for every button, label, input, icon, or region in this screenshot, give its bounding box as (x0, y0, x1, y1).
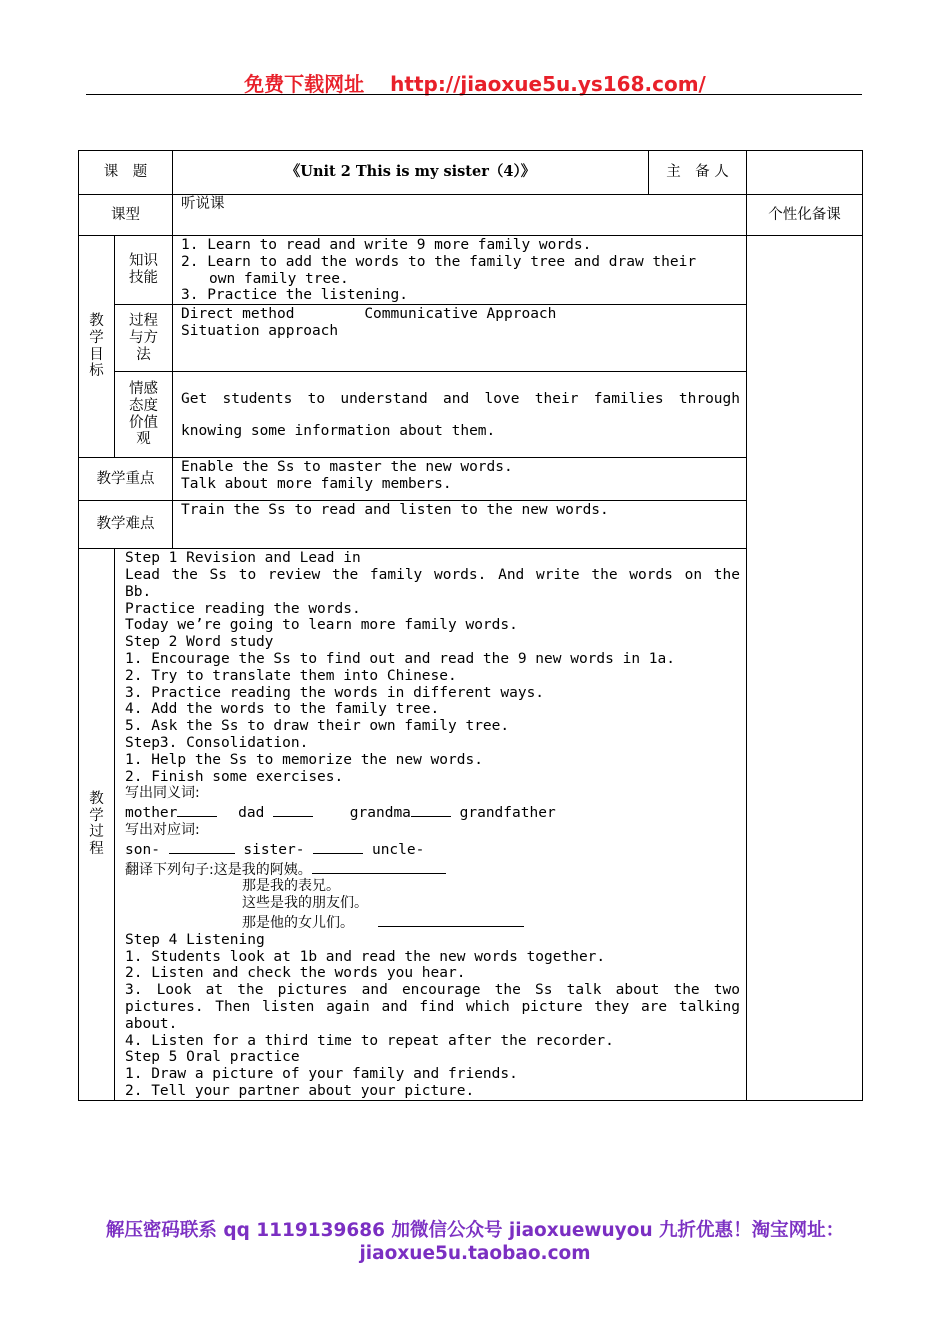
emotion-label: 情感态度价值观 (115, 372, 173, 458)
topic-title: 《Unit 2 This is my sister（4）》 (173, 151, 649, 195)
procedure-label: 教 学 过 程 (79, 549, 115, 1101)
header-divider (86, 94, 862, 95)
translate-exercise: 翻译下列句子:这是我的阿姨。 那是我的表兄。 这些是我的朋友们。 那是他的女儿们。 (125, 859, 740, 932)
process-items: Direct method Communicative Approach Situation approach (173, 305, 747, 372)
objectives-label: 教 学 目 标 (79, 236, 115, 458)
knowledge-items: 1. Learn to read and write 9 more family words. 2. Learn to add the words to the family tree and draw their own family tree. 3. Practice the listening. (173, 236, 747, 305)
header-label: 免费下载网址 (244, 72, 365, 96)
emotion-items: Get students to understand and love their families through knowing some information about them. (173, 372, 747, 458)
answer-blank[interactable] (312, 859, 446, 874)
personal-prep-label: 个性化备课 (747, 195, 863, 236)
contact-footer (0, 1219, 950, 1265)
difficulty-items: Train the Ss to read and listen to the new words. (173, 501, 747, 549)
download-header (0, 68, 950, 97)
counterpart-exercise: son- sister- uncle- (125, 839, 740, 859)
key-points-items: Enable the Ss to master the new words. Talk about more family members. (173, 458, 747, 501)
header-url-link[interactable]: http://jiaoxue5u.ys168.com/ (390, 72, 706, 96)
procedure-content: Step 1 Revision and Lead in Lead the Ss to review the family words. And write the words on the Bb. Practice reading the words. Today we’re going to learn more family words. Step 2 Word study 1. Encourage the Ss to find out and read the 9 new words in 1a. 2. Try to translate them into Chinese. 3. Practice reading the words in different ways. 4. Add the words to the family tree. 5. Ask the Ss to draw their own family tree. Step3. Consolidation. 1. Help the Ss to memorize the new words. 2. Finish some exercises. 写出同义词: mother dad grandma grandfather 写出对应词: son- sister- uncle- 翻译下列句子:这是我的阿姨。 那是我的表兄。 这些是我的朋友们。 那是他的女儿们。 Step 4 Listening 1. Students look at 1b and read the new words together. 2. Listen and check the words you hear. 3. Look at the pictures and encourage the Ss talk about the two pictures. Then listen again and find which picture they are talking about. 4. Listen for a third time to repeat after the recorder. Step 5 Oral practice 1. Draw a picture of your family and friends. 2. Tell your partner about your picture. (115, 549, 747, 1101)
lesson-type-value: 听说课 (173, 195, 747, 236)
preparer-label: 主 备 人 (649, 151, 747, 195)
answer-blank[interactable] (378, 912, 524, 927)
knowledge-label: 知识技能 (115, 236, 173, 305)
answer-blank[interactable] (411, 802, 451, 817)
lesson-plan-table (78, 150, 863, 1101)
preparer-value (747, 151, 863, 195)
footer-shop-link[interactable]: jiaoxue5u.taobao.com (359, 1243, 591, 1264)
difficulty-label: 教学难点 (79, 501, 173, 549)
answer-blank[interactable] (313, 839, 363, 854)
footer-line-1: 解压密码联系 qq 1119139686 加微信公众号 jiaoxuewuyou 九折优惠！淘宝网址： (105, 1220, 845, 1241)
lesson-type-label: 课型 (79, 195, 173, 236)
process-label: 过程与方法 (115, 305, 173, 372)
answer-blank[interactable] (169, 839, 235, 854)
topic-label: 课 题 (79, 151, 173, 195)
personal-prep-area (747, 236, 863, 1101)
answer-blank[interactable] (177, 802, 217, 817)
key-points-label: 教学重点 (79, 458, 173, 501)
synonym-exercise: mother dad grandma grandfather (125, 802, 740, 822)
answer-blank[interactable] (273, 802, 313, 817)
